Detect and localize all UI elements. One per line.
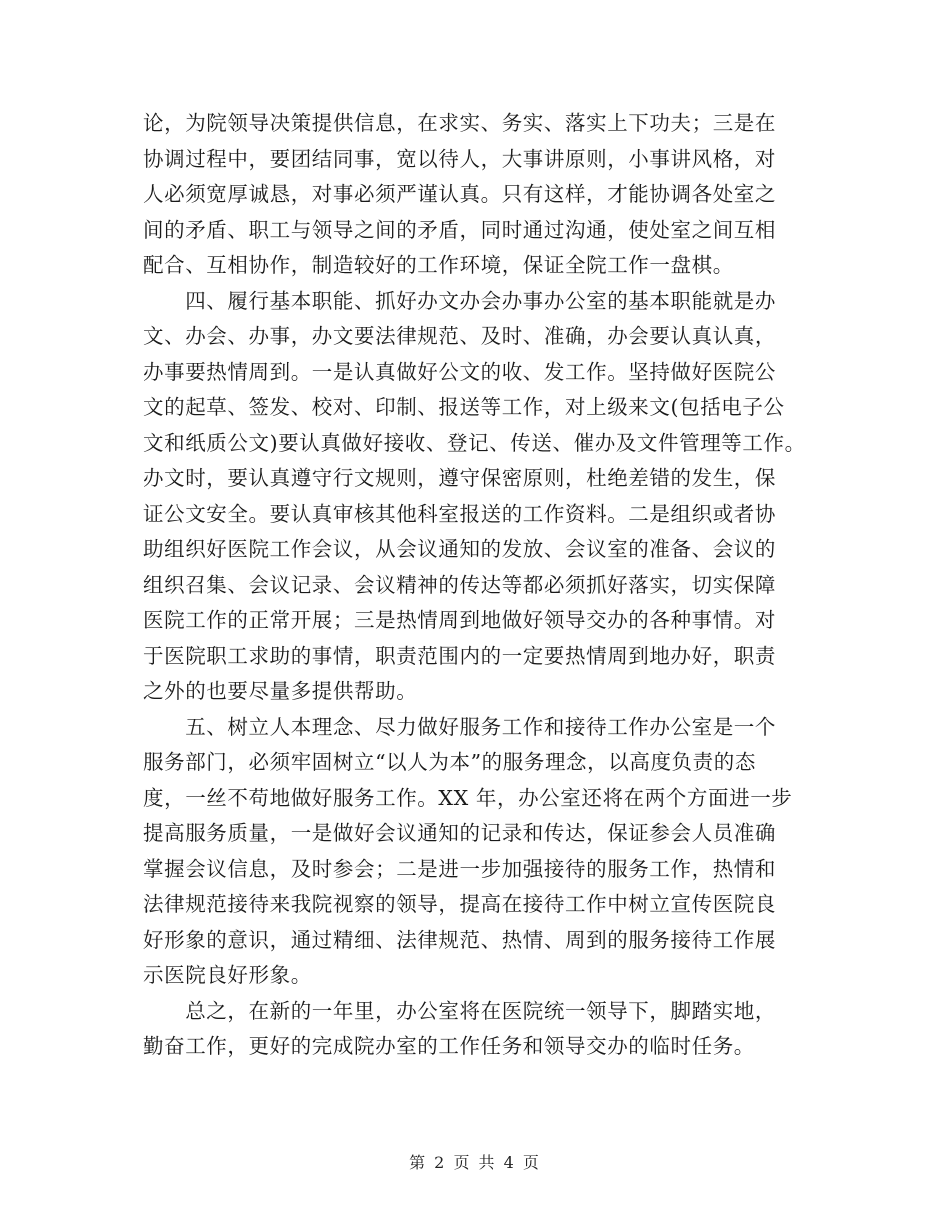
text-line: 文的起草、签发、校对、印制、报送等工作，对上级来文(包括电子公 [143, 395, 785, 419]
text-line: 于医院职工求助的事情，职责范围内的一定要热情周到地办好，职责 [143, 643, 776, 668]
text-line: 勤奋工作，更好的完成院办室的工作任务和领导交办的临时任务。 [143, 1034, 755, 1058]
text-line: 医院工作的正常开展；三是热情周到地做好领导交办的各种事情。对 [143, 608, 776, 632]
text-line: 文、办会、办事，办文要法律规范、及时、准确，办会要认真认真， [143, 324, 776, 348]
text-line: 组织召集、会议记录、会议精神的传达等都必须抓好落实，切实保障 [143, 572, 776, 597]
text-line: 度，一丝不苟地做好服务工作。XX 年，办公室还将在两个方面进一步 [143, 785, 793, 810]
text-line: 法律规范接待来我院视察的领导，提高在接待工作中树立宣传医院良 [143, 892, 776, 916]
text-line: 证公文安全。要认真审核其他科室报送的工作资料。二是组织或者协 [143, 501, 776, 526]
text-line: 好形象的意识，通过精细、法律规范、热情、周到的服务接待工作展 [143, 927, 776, 952]
text-line: 配合、互相协作，制造较好的工作环境，保证全院工作一盘棋。 [143, 253, 734, 277]
text-line: 论，为院领导决策提供信息，在求实、务实、落实上下功夫；三是在 [143, 111, 776, 135]
text-line: 人必须宽厚诚恳，对事必须严谨认真。只有这样，才能协调各处室之 [143, 182, 776, 206]
text-line: 提高服务质量，一是做好会议通知的记录和传达，保证参会人员准确 [143, 821, 776, 845]
text-line: 办事要热情周到。一是认真做好公文的收、发工作。坚持做好医院公 [143, 359, 776, 384]
text-line: 四、履行基本职能、抓好办文办会办事办公室的基本职能就是办 [143, 288, 776, 313]
text-line: 总之，在新的一年里，办公室将在医院统一领导下，脚踏实地， [143, 998, 776, 1023]
text-line: 间的矛盾、职工与领导之间的矛盾，同时通过沟通，使处室之间互相 [143, 217, 776, 242]
text-line: 服务部门，必须牢固树立“以人为本”的服务理念，以高度负责的态 [143, 750, 756, 774]
text-line: 示医院良好形象。 [143, 963, 312, 987]
text-line: 掌握会议信息，及时参会；二是进一步加强接待的服务工作，热情和 [143, 856, 776, 881]
text-line: 文和纸质公文)要认真做好接收、登记、传送、催办及文件管理等工作。 [143, 430, 806, 455]
text-line: 助组织好医院工作会议，从会议通知的发放、会议室的准备、会议的 [143, 537, 776, 561]
text-line: 之外的也要尽量多提供帮助。 [143, 679, 418, 703]
page-number-footer: 第 2 页 共 4 页 [409, 1153, 541, 1172]
text-line: 五、树立人本理念、尽力做好服务工作和接待工作办公室是一个 [143, 714, 776, 739]
text-line: 办文时，要认真遵守行文规则，遵守保密原则，杜绝差错的发生，保 [143, 466, 776, 490]
text-line: 协调过程中，要团结同事，宽以待人，大事讲原则，小事讲风格，对 [143, 146, 776, 171]
document-body [143, 106, 823, 1065]
